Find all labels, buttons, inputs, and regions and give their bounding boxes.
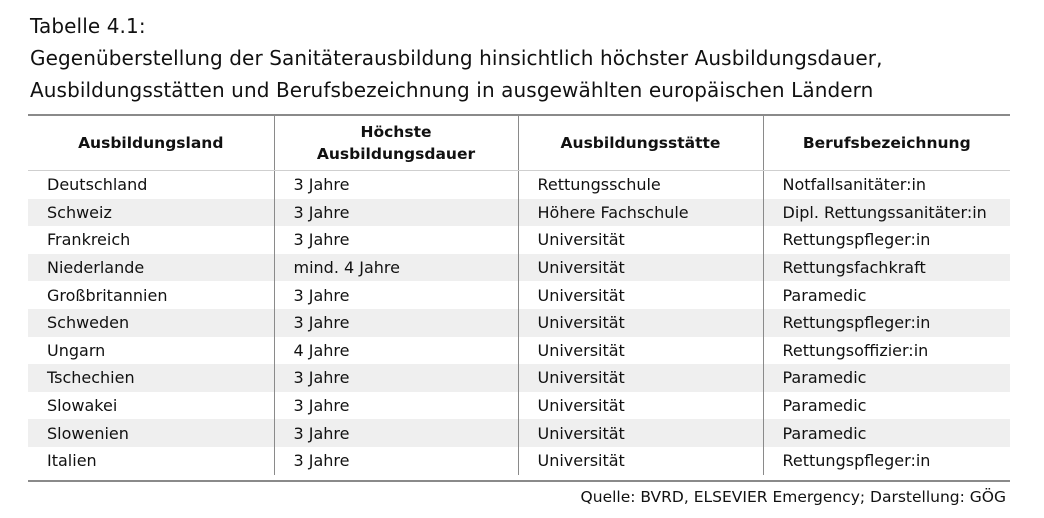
cell-institution: Höhere Fachschule: [518, 199, 763, 227]
table-caption: [30, 10, 1020, 106]
table-title-line-2: Ausbildungsstätten und Berufsbezeichnung in ausgewählten europäischen Ländern: [30, 78, 874, 102]
cell-institution: Rettungsschule: [518, 171, 763, 199]
cell-country: Großbritannien: [28, 281, 274, 309]
cell-institution: Universität: [518, 226, 763, 254]
cell-duration: 3 Jahre: [274, 419, 518, 447]
table-row: [28, 309, 1010, 337]
cell-country: Italien: [28, 447, 274, 475]
table-row: [28, 364, 1010, 392]
table-row: [28, 447, 1010, 475]
cell-country: Slowenien: [28, 419, 274, 447]
cell-institution: Universität: [518, 337, 763, 365]
cell-institution: Universität: [518, 392, 763, 420]
table-row: [28, 392, 1010, 420]
cell-duration: 3 Jahre: [274, 281, 518, 309]
source-note: Quelle: BVRD, ELSEVIER Emergency; Darstellung: GÖG: [580, 488, 1006, 506]
cell-country: Tschechien: [28, 364, 274, 392]
cell-job-title: Paramedic: [763, 419, 1010, 447]
cell-country: Slowakei: [28, 392, 274, 420]
column-header-institution: [518, 116, 763, 171]
cell-job-title: Paramedic: [763, 281, 1010, 309]
cell-duration: 3 Jahre: [274, 364, 518, 392]
cell-job-title: Rettungspfleger:in: [763, 226, 1010, 254]
cell-job-title: Rettungspfleger:in: [763, 447, 1010, 475]
cell-institution: Universität: [518, 254, 763, 282]
cell-job-title: Dipl. Rettungssanitäter:in: [763, 199, 1010, 227]
cell-country: Frankreich: [28, 226, 274, 254]
table-row: [28, 337, 1010, 365]
column-header-job-title: [763, 116, 1010, 171]
cell-institution: Universität: [518, 419, 763, 447]
cell-job-title: Notfallsanitäter:in: [763, 171, 1010, 199]
cell-institution: Universität: [518, 281, 763, 309]
cell-duration: 4 Jahre: [274, 337, 518, 365]
cell-duration: 3 Jahre: [274, 226, 518, 254]
data-table: [28, 116, 1010, 475]
column-header-country: [28, 116, 274, 171]
table-label: Tabelle 4.1:: [30, 14, 146, 38]
cell-duration: 3 Jahre: [274, 199, 518, 227]
table-row: [28, 281, 1010, 309]
column-header-duration-line-2: Ausbildungsdauer: [316, 145, 476, 163]
table-row: [28, 171, 1010, 199]
comparison-table: [28, 114, 1010, 482]
cell-country: Deutschland: [28, 171, 274, 199]
cell-institution: Universität: [518, 309, 763, 337]
cell-duration: 3 Jahre: [274, 171, 518, 199]
cell-institution: Universität: [518, 364, 763, 392]
cell-duration: 3 Jahre: [274, 309, 518, 337]
column-header-country-label: Ausbildungsland: [78, 134, 224, 152]
table-row: [28, 254, 1010, 282]
cell-country: Schweden: [28, 309, 274, 337]
cell-job-title: Paramedic: [763, 364, 1010, 392]
cell-duration: 3 Jahre: [274, 392, 518, 420]
cell-duration: 3 Jahre: [274, 447, 518, 475]
cell-job-title: Rettungsoffizier:in: [763, 337, 1010, 365]
column-header-duration: [274, 116, 518, 171]
cell-duration: mind. 4 Jahre: [274, 254, 518, 282]
header-row: [28, 116, 1010, 171]
cell-institution: Universität: [518, 447, 763, 475]
cell-job-title: Rettungspfleger:in: [763, 309, 1010, 337]
table-title-line-1: Gegenüberstellung der Sanitäterausbildung hinsichtlich höchster Ausbildungsdauer,: [30, 46, 883, 70]
column-header-job-title-label: Berufsbezeichnung: [802, 134, 971, 152]
table-row: [28, 419, 1010, 447]
cell-country: Schweiz: [28, 199, 274, 227]
cell-country: Niederlande: [28, 254, 274, 282]
cell-job-title: Rettungsfachkraft: [763, 254, 1010, 282]
column-header-institution-label: Ausbildungsstätte: [560, 134, 721, 152]
table-row: [28, 226, 1010, 254]
column-header-duration-line-1: Höchste: [360, 123, 432, 141]
table-body: [28, 171, 1010, 475]
cell-job-title: Paramedic: [763, 392, 1010, 420]
table-header: [28, 116, 1010, 171]
table-row: [28, 199, 1010, 227]
cell-country: Ungarn: [28, 337, 274, 365]
